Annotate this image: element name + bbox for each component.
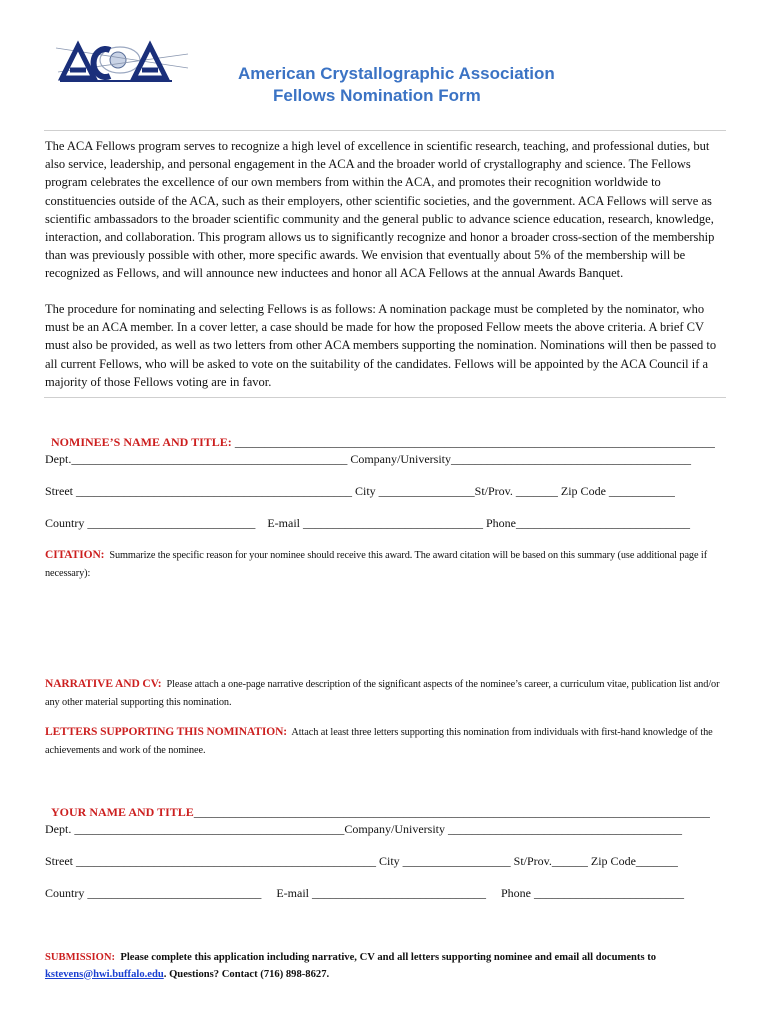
narrative-text: Please attach a one-page narrative description of the significant aspects of the nominee’s career, a curriculum vitae, publication list and/or any other material supporting this nomination. — [45, 679, 720, 708]
letters-label: LETTERS SUPPORTING THIS NOMINATION: — [45, 726, 288, 738]
citation-label: CITATION: — [45, 549, 105, 561]
intro-paragraph-1: The ACA Fellows program serves to recognize a high level of excellence in scientific research, teaching, and professional duties, but also service, leadership, and personal engagement in the ACA and the broader world of crystallography and science. The Fellows program celebrates the excellence of our own members from within the ACA, and promotes their recognition worldwide to constituencies outside of the ACA, such as their employers, other scientific societies, and the government. ACA Fellows will serve as scientific ambassadors to the broader scientific community and the general public to advance science education, research, knowledge, interaction, and collaboration. This program allows us to significantly recognize and honor a broader cross-section of the membership than was previously possible with other, more specific awards. We envision that eventually about 5% of the membership will be recognized as Fellows, and will announce new inductees and honor all ACA Fellows at the annual Awards Banquet. — [45, 139, 715, 281]
submission-section — [45, 950, 725, 983]
submission-contact-text: . Questions? Contact (716) 898-8627. — [163, 968, 330, 980]
title-line-2: Fellows Nomination Form — [273, 86, 481, 105]
letters-text: Attach at least three letters supporting this nomination from individuals with first-hand knowledge of the achievements and work of the nominee. — [45, 727, 713, 756]
nominator-name-row[interactable] — [45, 790, 710, 820]
nominator-country-row[interactable]: Country _____________________________ E-mail _____________________________ Phone _________________________ — [45, 886, 684, 900]
submission-label: SUBMISSION: — [45, 952, 116, 963]
submission-email-link[interactable]: kstevens@hwi.buffalo.edu — [45, 968, 164, 980]
nominator-name-field[interactable]: ______________________________________________________________________________________ — [193, 805, 710, 819]
nominee-dept-row[interactable]: Dept.______________________________________________ Company/University________________________________________ — [45, 452, 691, 466]
nominee-name-label: NOMINEE’S NAME AND TITLE: — [51, 435, 232, 449]
nominee-country-row[interactable]: Country ____________________________ E-mail ______________________________ Phone_____________________________ — [45, 516, 690, 530]
narrative-label: NARRATIVE AND CV: — [45, 678, 162, 690]
nominator-street-row[interactable]: Street __________________________________________________ City __________________ St/Prov.______ Zip Code_______ — [45, 854, 678, 868]
intro-paragraph-2: The procedure for nominating and selecting Fellows is as follows: A nomination package must be completed by the nominator, who must be an ACA member. In a cover letter, a case should be made for how the proposed Fellow meets the above criteria. A brief CV must also be provided, as well as two letters from other ACA members supporting the nomination. Nominations will then be passed to all current Fellows, who will be asked to vote on the suitability of the candidates. Fellows will be appointed by the ACA Council if a majority of those Fellows voting are in favor. — [45, 302, 717, 389]
form-title — [238, 63, 658, 107]
citation-input-area[interactable] — [45, 585, 725, 670]
narrative-section — [45, 676, 735, 711]
aca-logo-graphic — [48, 38, 198, 88]
nominee-street-row[interactable]: Street ______________________________________________ City ________________St/Prov. _______ Zip Code ___________ — [45, 484, 675, 498]
nominator-dept-row[interactable]: Dept. _____________________________________________Company/University _______________________________________ — [45, 822, 682, 836]
nominee-name-row[interactable] — [45, 420, 715, 450]
nominee-name-field[interactable]: ________________________________________________________________________________ — [231, 435, 715, 449]
citation-section — [45, 547, 735, 582]
title-line-1: American Crystallographic Association — [238, 64, 555, 83]
nominator-name-label: YOUR NAME AND TITLE — [51, 805, 194, 819]
letters-section — [45, 724, 735, 759]
divider-top — [44, 130, 726, 131]
divider-middle — [44, 397, 726, 398]
citation-text: Summarize the specific reason for your nominee should receive this award. The award citation will be based on this summary (use additional page if necessary): — [45, 550, 708, 579]
aca-logo — [48, 38, 198, 88]
submission-text: Please complete this application including narrative, CV and all letters supporting nominee and email all documents to — [120, 952, 657, 963]
